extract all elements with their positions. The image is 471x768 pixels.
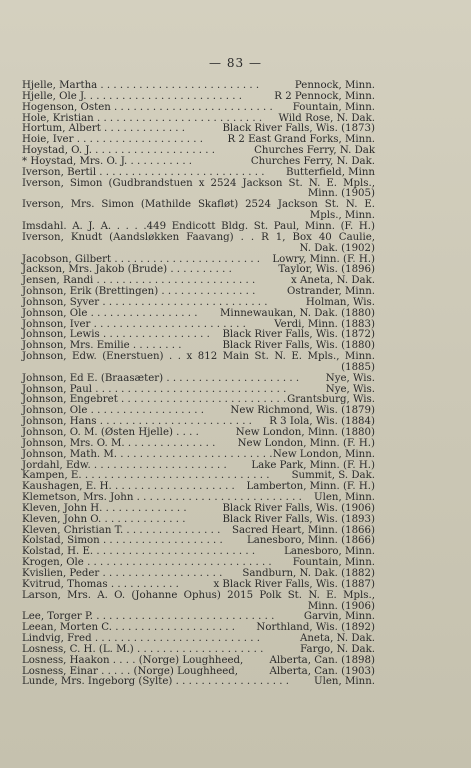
entry-name: Lunde, Mrs. Ingeborg (Sylte) . . . . . . . . . . . . . . . . . . bbox=[22, 676, 289, 688]
entry-name: Hjelle, Ole J. . . . . . . . . . . . . . . . . . . . . . . . . bbox=[22, 90, 242, 102]
entry-text: Iverson, Mrs. Simon (Mathilde Skafløt) 2524 Jackson St. N. E. bbox=[22, 199, 375, 211]
entry-location: N. Dak. (1902) bbox=[299, 242, 375, 254]
entry-location: Fargo, N. Dak. bbox=[300, 643, 375, 655]
entry-name: Kaushagen, E. H. . . . . . . . . . . . . . . . . . . . bbox=[22, 481, 235, 493]
entry-name: Hoystad, O. J. . . . . . . . . . . . . . . . . . . . bbox=[22, 145, 215, 157]
entry-name: * Hoystad, Mrs. O. J. . . . . . . . . . . bbox=[22, 155, 193, 167]
entry-name: Krogen, Ole . . . . . . . . . . . . . . . . . . . . . . . . . . . . . bbox=[22, 557, 272, 569]
entry-location: Ulen, Minn. bbox=[314, 492, 375, 504]
entry-location: Black River Falls, Wis. (1872) bbox=[222, 329, 375, 341]
entry-location: Taylor, Wis. (1896) bbox=[278, 264, 375, 276]
entry-location: Minn. (1905) bbox=[307, 188, 375, 200]
entry-location: Nye, Wis. bbox=[325, 383, 375, 395]
directory-entry bbox=[0, 168, 471, 179]
entry-location: New London, Minn. (1880) bbox=[235, 427, 375, 438]
entry-location: Lake Park, Minn. (F. H.) bbox=[251, 459, 375, 471]
entry-name: Kolstad, Simon . . . . . . . . . . . . . . . . . . . bbox=[22, 535, 223, 547]
directory-entry bbox=[0, 450, 471, 461]
entry-name: Johnson, Mrs. O. M. . . . . . . . . . . . . . . bbox=[22, 437, 216, 449]
entry-name: Kampen, E. . . . . . . . . . . . . . . . . . . . . . . . . . . . . . bbox=[22, 470, 270, 482]
directory-entry bbox=[0, 309, 471, 320]
entry-location: Holman, Wis. bbox=[305, 296, 375, 308]
entry-location: New Richmond, Wis. (1879) bbox=[230, 405, 375, 417]
entry-location: Nye, Wis. bbox=[325, 372, 375, 384]
entry-name: Iverson, Bertil . . . . . . . . . . . . . . . . . . . . . . . . . . bbox=[22, 166, 265, 178]
directory-entry bbox=[0, 591, 471, 602]
entry-text: Iverson, Simon (Gudbrandstuen x 2524 Jackson St. N. E. Mpls., bbox=[22, 177, 375, 189]
entry-location: Minnewaukan, N. Dak. (1880) bbox=[220, 307, 375, 319]
entry-location: x Aneta, N. Dak. bbox=[291, 275, 375, 287]
entry-name: Johnson, Math. M. . . . . . . . . . . . . . . . . . . . . . . . . bbox=[22, 448, 273, 460]
entry-name: Jensen, Randi . . . . . . . . . . . . . . . . . . . . . . . . . bbox=[22, 275, 256, 287]
entry-name: Kleven, Christian T. . . . . . . . . . . . . . . . bbox=[22, 524, 221, 536]
entry-location: Churches Ferry, N. Dak bbox=[254, 145, 375, 157]
entry-location: Black River Falls, Wis. (1893) bbox=[222, 513, 375, 525]
entry-location: R 2 East Grand Forks, Minn. bbox=[227, 134, 375, 146]
entry-name: Leean, Morten C. . . . . . . . . . . . . . . . . . . . bbox=[22, 622, 236, 634]
entry-location: Lamberton, Minn. (F. H.) bbox=[246, 481, 375, 493]
entry-name: Johnson, Paul . . . . . . . . . . . . . . . . . . . . . . . . . . . . . . bbox=[22, 383, 287, 395]
directory-entry bbox=[0, 103, 471, 114]
entry-name: Johnson, Mrs. Emilie . . . . . . . . bbox=[22, 340, 182, 352]
entry-location: Butterfield, Minn bbox=[285, 166, 375, 178]
directory-entry bbox=[0, 515, 471, 526]
page-number: — 83 — bbox=[209, 56, 262, 70]
entry-name: Hortum, Albert . . . . . . . . . . . . . bbox=[22, 123, 186, 135]
entry-name: Johnson, Syver . . . . . . . . . . . . . . . . . . . . . . . . . . bbox=[22, 296, 268, 308]
entry-name: Johnson, O. M. (Østen Hjelle) . . . . bbox=[22, 427, 199, 438]
entry-location: New London, Minn. bbox=[272, 448, 375, 460]
entry-location: Black River Falls, Wis. (1906) bbox=[222, 502, 375, 514]
directory-entry bbox=[0, 179, 471, 190]
entry-text: Imsdahl. A. J. A. . . . .449 Endicott Bldg. St. Paul, Minn. (F. H.) bbox=[22, 220, 375, 232]
entry-location: Aneta, N. Dak. bbox=[300, 633, 375, 645]
entry-name: Losness, Einar . . . . . (Norge) Loughheed, bbox=[22, 665, 239, 677]
entry-name: Klemetson, Mrs. John . . . . . . . . . . . . . . . . . . . . . . . . . . bbox=[22, 492, 302, 504]
directory-entry bbox=[0, 374, 471, 385]
directory-entry bbox=[0, 233, 471, 244]
entry-name: Jacobson, Gilbert . . . . . . . . . . . . . . . . . . . . . . . bbox=[22, 253, 261, 265]
entry-name: Jordahl, Edw. . . . . . . . . . . . . . . . . . . . . . bbox=[22, 459, 227, 471]
entry-location: Fountain, Minn. bbox=[292, 557, 375, 569]
entry-location: Pennock, Minn. bbox=[294, 80, 375, 91]
entry-name: Losness, C. H. (L. M.) . . . . . . . . . . . . . . . . . . . . bbox=[22, 643, 264, 655]
entry-text: Johnson, Edw. (Enerstuen) . . x 812 Main St. N. E. Mpls., Minn. bbox=[22, 351, 375, 363]
entry-name: Johnson, Engebret . . . . . . . . . . . . . . . . . . . . . . . . . . bbox=[22, 394, 287, 406]
entry-location: Grantsburg, Wis. bbox=[287, 394, 375, 406]
entry-location: Wild Rose, N. Dak. bbox=[278, 112, 375, 124]
entry-location: Black River Falls, Wis. (1880) bbox=[222, 340, 375, 352]
entry-location: Minn. (1906) bbox=[307, 600, 375, 612]
entry-name: Johnson, Ole . . . . . . . . . . . . . . . . . . bbox=[22, 405, 204, 417]
entry-location: R 2 Pennock, Minn. bbox=[274, 90, 375, 102]
entry-name: Kleven, John H. . . . . . . . . . . . . . bbox=[22, 502, 187, 514]
entry-location: Mpls., Minn. bbox=[309, 210, 375, 222]
directory-entry bbox=[0, 656, 471, 667]
directory-entry bbox=[0, 200, 471, 211]
entry-text: Larson, Mrs. A. O. (Johanne Ophus) 2015 Polk St. N. E. Mpls., bbox=[22, 589, 375, 601]
entry-location: Sacred Heart, Minn. (1866) bbox=[231, 524, 375, 536]
entry-location: x Black River Falls, Wis. (1887) bbox=[213, 578, 375, 590]
entry-name: Johnson, Iver . . . . . . . . . . . . . . . . . . . . . . . . bbox=[22, 318, 246, 330]
entry-location: Fountain, Minn. bbox=[292, 101, 375, 113]
entry-name: Hjelle, Martha . . . . . . . . . . . . . . . . . . . . . . . . . bbox=[22, 80, 260, 91]
entry-location: Lowry, Minn. (F. H.) bbox=[272, 253, 375, 265]
entry-location: Alberta, Can. (1898) bbox=[269, 654, 375, 666]
entry-name: Jackson, Mrs. Jakob (Brude) . . . . . . . . . . bbox=[22, 264, 232, 276]
entry-name: Lee, Torger P. . . . . . . . . . . . . . . . . . . . . . . . . . . . . bbox=[22, 611, 275, 623]
directory-entry bbox=[0, 244, 471, 255]
entry-location: Lanesboro, Minn. bbox=[284, 546, 375, 558]
entry-name: Losness, Haakon . . . . (Norge) Loughheed, bbox=[22, 654, 244, 666]
entry-location: Northland, Wis. (1892) bbox=[256, 622, 375, 634]
entry-location: Sandburn, N. Dak. (1882) bbox=[242, 567, 375, 579]
entry-name: Hole, Kristian . . . . . . . . . . . . . . . . . . . . . . . . . . bbox=[22, 112, 263, 124]
entry-name: Kvitrud, Thomas . . . . . . . . . . . bbox=[22, 578, 179, 590]
entry-location: Ulen, Minn. bbox=[314, 676, 375, 688]
entry-location: Black River Falls, Wis. (1873) bbox=[222, 123, 375, 135]
entry-name: Lindvig, Fred . . . . . . . . . . . . . . . . . . . . . . . . . . bbox=[22, 633, 260, 645]
entry-location: Verdi, Minn. (1883) bbox=[274, 318, 375, 330]
entry-location: (1885) bbox=[341, 361, 375, 373]
entry-name: Johnson, Erik (Brettingen) . . . . . . . . . . . . . . . bbox=[22, 286, 256, 298]
entry-location: Summit, S. Dak. bbox=[291, 470, 375, 482]
entry-name: Johnson, Ole . . . . . . . . . . . . . . . . . bbox=[22, 307, 198, 319]
entry-location: R 3 Iola, Wis. (1884) bbox=[269, 416, 375, 428]
entry-name: Johnson, Hans . . . . . . . . . . . . . . . . . . . . . . . . bbox=[22, 416, 252, 428]
directory-list bbox=[0, 81, 471, 688]
entry-location: Churches Ferry, N. Dak. bbox=[250, 155, 375, 167]
entry-text: Iverson, Knudt (Aandsløkken Faavang) . . R 1, Box 40 Caulie, bbox=[22, 231, 375, 243]
directory-entry bbox=[0, 677, 471, 688]
entry-location: Ostrander, Minn. bbox=[286, 286, 375, 298]
entry-name: Kvislien, Peder . . . . . . . . . . . . . . . . . . . bbox=[22, 567, 223, 579]
entry-location: Alberta, Can. (1903) bbox=[269, 665, 375, 677]
entry-location: Garvin, Minn. bbox=[303, 611, 375, 623]
entry-name: Hoie, Iver . . . . . . . . . . . . . . . . . . . . bbox=[22, 134, 203, 146]
entry-location: New London, Minn. (F. H.) bbox=[237, 437, 375, 449]
entry-name: Kolstad, H. E. . . . . . . . . . . . . . . . . . . . . . . . . . bbox=[22, 546, 256, 558]
entry-name: Hogenson, Osten . . . . . . . . . . . . . . . . . . . . . . . . . bbox=[22, 101, 273, 113]
entry-location: Lanesboro, Minn. (1866) bbox=[247, 535, 375, 547]
entry-name: Johnson, Ed E. (Braasæter) . . . . . . . . . . . . . . . . . . . . . bbox=[22, 372, 300, 384]
directory-entry bbox=[0, 352, 471, 363]
entry-name: Kleven, John O. . . . . . . . . . . . . . bbox=[22, 513, 186, 525]
entry-name: Johnson, Lewis . . . . . . . . . . . . . . . . . bbox=[22, 329, 210, 341]
